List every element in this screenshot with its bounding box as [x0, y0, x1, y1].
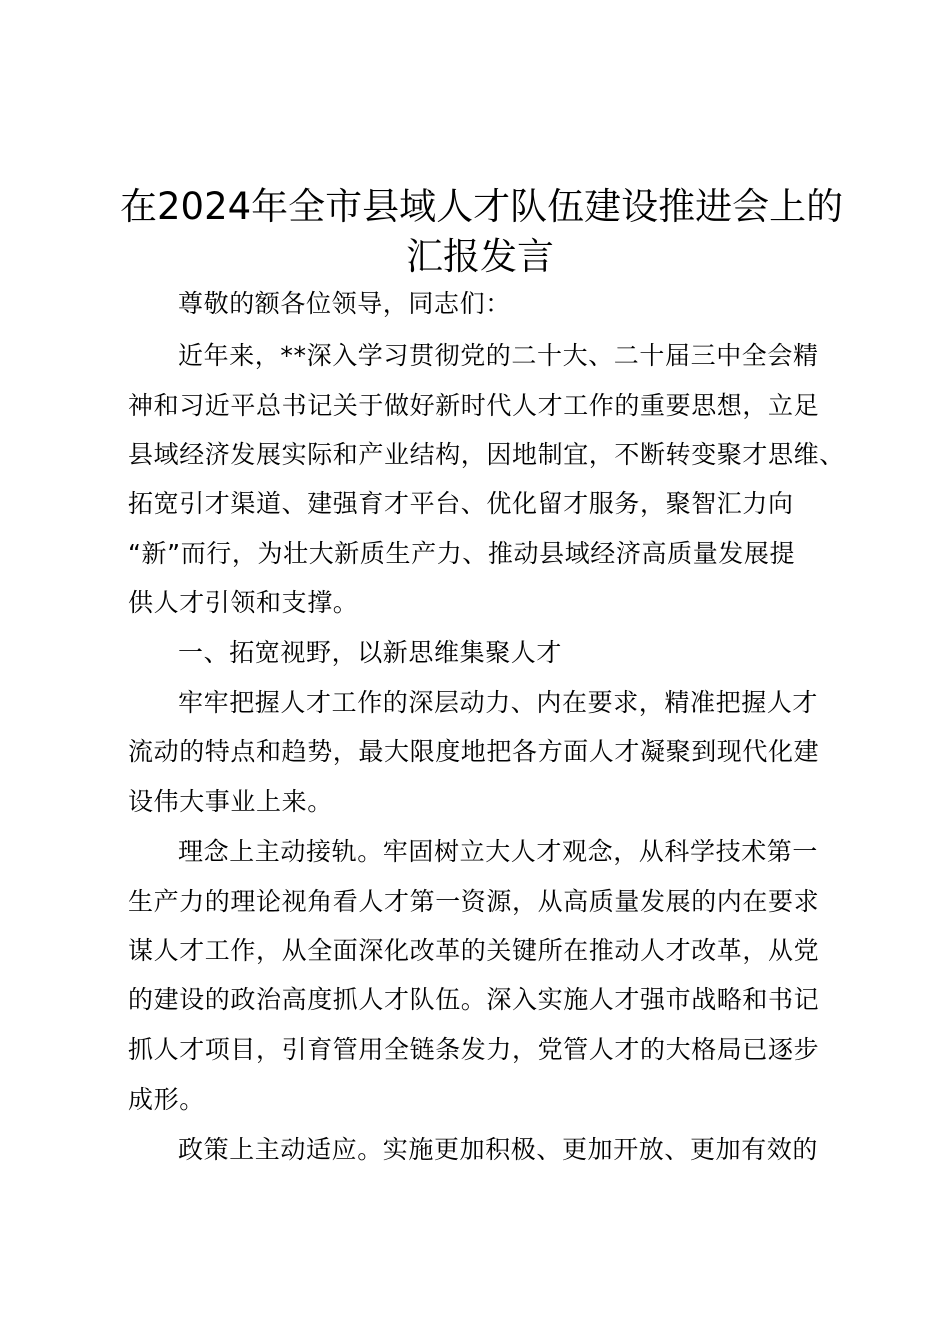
intro-line: 近年来，**深入学习贯彻党的二十大、二十届三中全会精 — [178, 341, 819, 370]
concept-paragraph-line: 成形。 — [128, 1085, 205, 1114]
document-title-line-1: 在2024年全市县域人才队伍建设推进会上的 — [120, 185, 844, 228]
concept-paragraph-line: 的建设的政治高度抓人才队伍。深入实施人才强市战略和书记 — [128, 985, 820, 1014]
section-heading: 一、拓宽视野，以新思维集聚人才 — [178, 638, 563, 667]
intro-line: “新”而行，为壮大新质生产力、推动县域经济高质量发展提 — [128, 539, 796, 568]
section-intro-line: 流动的特点和趋势，最大限度地把各方面人才凝聚到现代化建 — [128, 737, 820, 766]
intro-line: 神和习近平总书记关于做好新时代人才工作的重要思想，立足 — [128, 391, 820, 420]
intro-line: 供人才引领和支撑。 — [128, 588, 359, 617]
document-title-line-2: 汇报发言 — [406, 235, 554, 278]
intro-line: 拓宽引才渠道、建强育才平台、优化留才服务，聚智汇力向 — [128, 489, 794, 518]
section-intro-line: 牢牢把握人才工作的深层动力、内在要求，精准把握人才 — [178, 688, 819, 717]
section-intro-line: 设伟大事业上来。 — [128, 787, 333, 816]
concept-paragraph-line: 理念上主动接轨。牢固树立大人才观念，从科学技术第一 — [178, 837, 819, 866]
policy-paragraph-line: 政策上主动适应。实施更加积极、更加开放、更加有效的 — [178, 1135, 819, 1164]
concept-paragraph-line: 谋人才工作，从全面深化改革的关键所在推动人才改革，从党 — [128, 936, 820, 965]
intro-line: 县域经济发展实际和产业结构，因地制宜，不断转变聚才思维、 — [128, 440, 845, 469]
concept-paragraph-line: 生产力的理论视角看人才第一资源，从高质量发展的内在要求 — [128, 887, 820, 916]
salutation: 尊敬的额各位领导，同志们： — [178, 289, 511, 318]
concept-paragraph-line: 抓人才项目，引育管用全链条发力，党管人才的大格局已逐步 — [128, 1035, 820, 1064]
